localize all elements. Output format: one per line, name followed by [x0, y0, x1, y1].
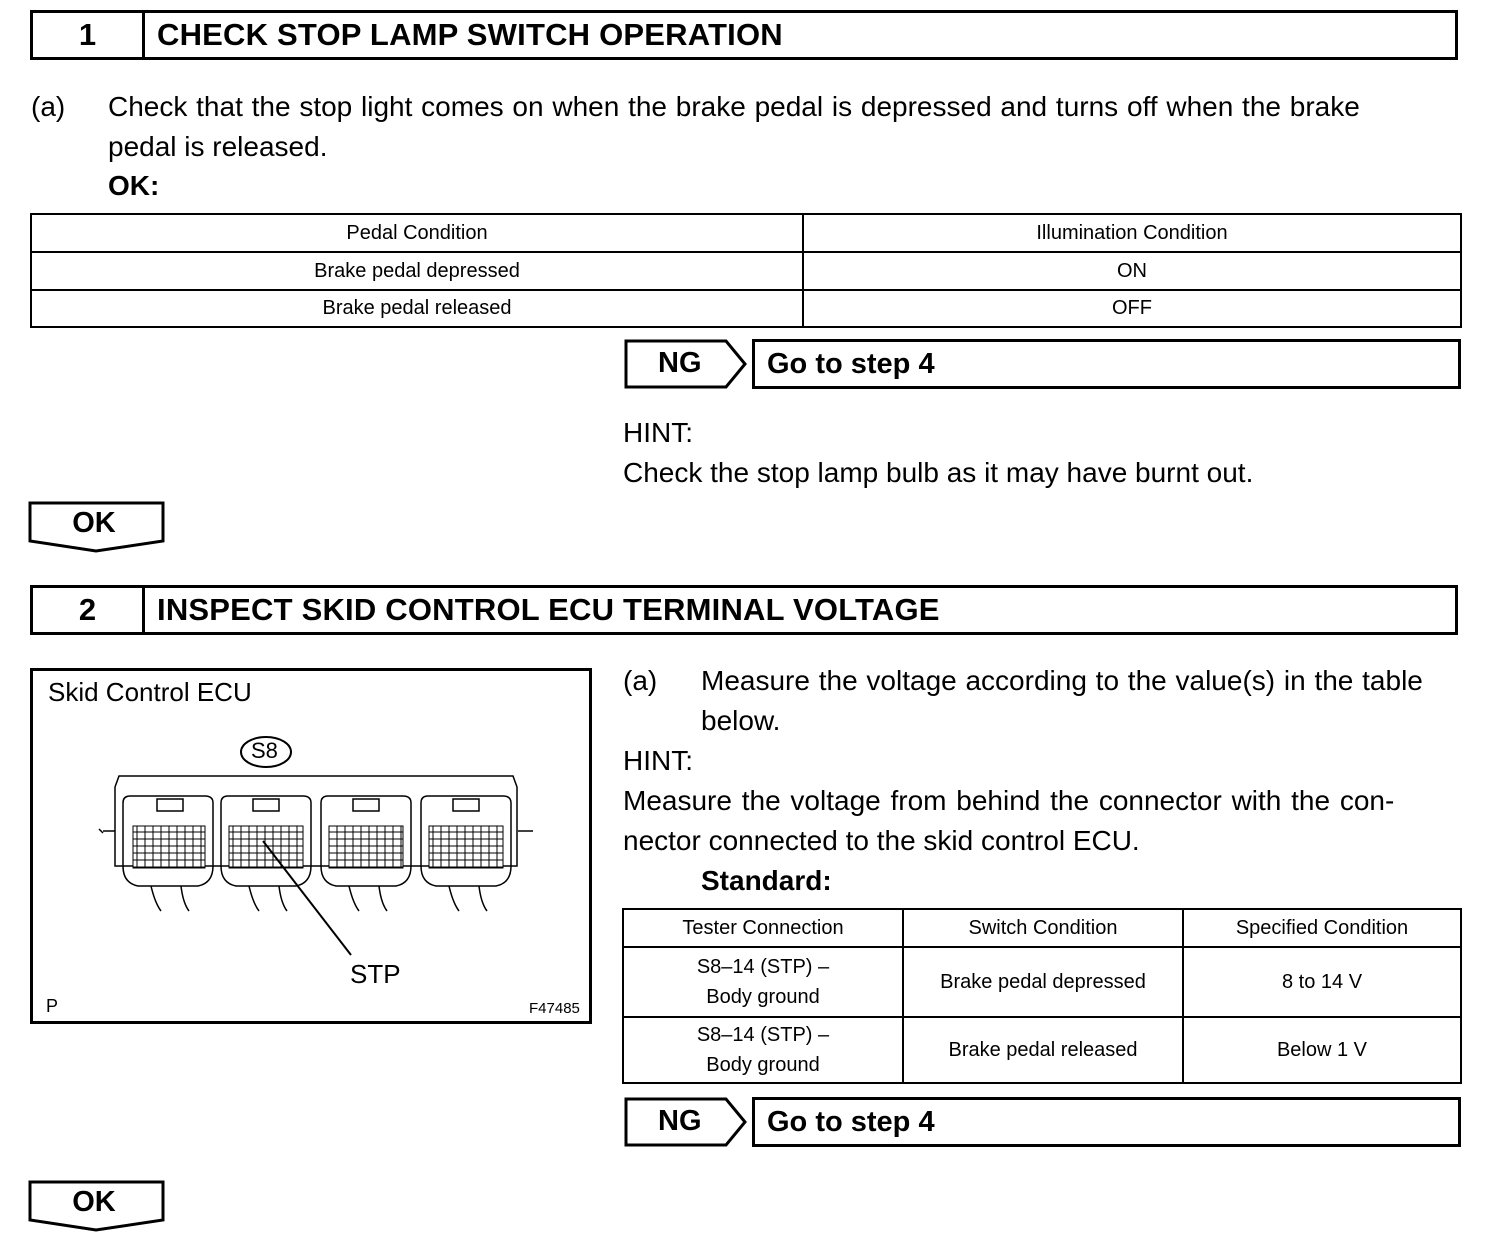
table-cell: Below 1 V	[1183, 1017, 1461, 1083]
table-cell: Brake pedal depressed	[903, 947, 1183, 1017]
table-header-cell: Tester Connection	[623, 909, 903, 947]
step-1-title: CHECK STOP LAMP SWITCH OPERATION	[157, 17, 783, 52]
step-1-item-label: (a)	[31, 91, 66, 122]
table-cell: 8 to 14 V	[1183, 947, 1461, 1017]
ecu-connector-diagram	[33, 671, 589, 1021]
ng-arrow-step2	[624, 1097, 748, 1147]
table-row	[31, 252, 1461, 290]
figure-code: F47485	[529, 1000, 580, 1017]
table-header-cell: Specified Condition	[1183, 909, 1461, 947]
stp-terminal-label: STP	[350, 959, 401, 989]
tester-connection-line2: Body ground	[706, 1054, 820, 1076]
step-1-instruction-line1: Check that the stop light comes on when the brake pedal is depressed and turns off when the brake	[108, 91, 1360, 122]
step-1-header	[30, 10, 1458, 60]
table-row	[31, 290, 1461, 327]
step-1-number: 1	[33, 13, 145, 57]
step-2-header	[30, 585, 1458, 635]
ok-label: OK	[72, 507, 116, 539]
table-cell	[623, 1017, 903, 1083]
step-1-ok-label: OK:	[108, 170, 160, 201]
table-header-row	[31, 214, 1461, 252]
table-row	[623, 1017, 1461, 1083]
ng-label: NG	[658, 347, 702, 379]
step-2-hint-line2: nector connected to the skid control ECU.	[623, 825, 1140, 856]
step-2-standard-label: Standard:	[701, 865, 832, 896]
tester-connection-line2: Body ground	[706, 986, 820, 1008]
tester-connection-line1: S8–14 (STP) –	[696, 956, 830, 978]
step-2-instruction-line2: below.	[701, 705, 781, 736]
ng-label: NG	[658, 1105, 702, 1137]
step-2-hint-label: HINT:	[623, 745, 693, 776]
table-cell: Brake pedal released	[903, 1017, 1183, 1083]
tester-connection-line1: S8–14 (STP) –	[696, 1024, 830, 1046]
table-cell	[623, 947, 903, 1017]
table-header-cell: Pedal Condition	[31, 214, 803, 252]
table-header-row	[623, 909, 1461, 947]
step-1-hint-text: Check the stop lamp bulb as it may have burnt out.	[623, 457, 1254, 488]
table-row	[623, 947, 1461, 1017]
step-1-instruction-line2: pedal is released.	[108, 131, 328, 162]
ok-label: OK	[72, 1186, 116, 1218]
figure-corner-label: P	[46, 996, 59, 1016]
table-header-cell: Switch Condition	[903, 909, 1183, 947]
step-2-title: INSPECT SKID CONTROL ECU TERMINAL VOLTAGE	[157, 592, 940, 627]
illumination-table	[30, 213, 1462, 328]
voltage-spec-table	[622, 908, 1462, 1084]
ok-arrow-step2[interactable]	[28, 1180, 166, 1232]
ng-arrow-step1	[624, 339, 748, 389]
figure-title: Skid Control ECU	[48, 677, 252, 707]
step-2-item-label: (a)	[623, 665, 658, 696]
ok-arrow-step1[interactable]	[28, 501, 166, 553]
step-2-number: 2	[33, 588, 145, 632]
ecu-connector-figure	[30, 668, 592, 1024]
table-cell: Brake pedal released	[31, 290, 803, 327]
table-cell: ON	[803, 252, 1461, 290]
goto-step-4-box[interactable]: Go to step 4	[752, 339, 1461, 389]
table-header-cell: Illumination Condition	[803, 214, 1461, 252]
step-1-hint-label: HINT:	[623, 417, 693, 448]
table-cell: OFF	[803, 290, 1461, 327]
step-2-instruction-line1: Measure the voltage according to the value(s) in the table	[701, 665, 1423, 696]
goto-step-4-box[interactable]: Go to step 4	[752, 1097, 1461, 1147]
step-2-hint-line1: Measure the voltage from behind the connector with the con-	[623, 785, 1395, 816]
connector-id-label: S8	[251, 738, 278, 763]
table-cell: Brake pedal depressed	[31, 252, 803, 290]
